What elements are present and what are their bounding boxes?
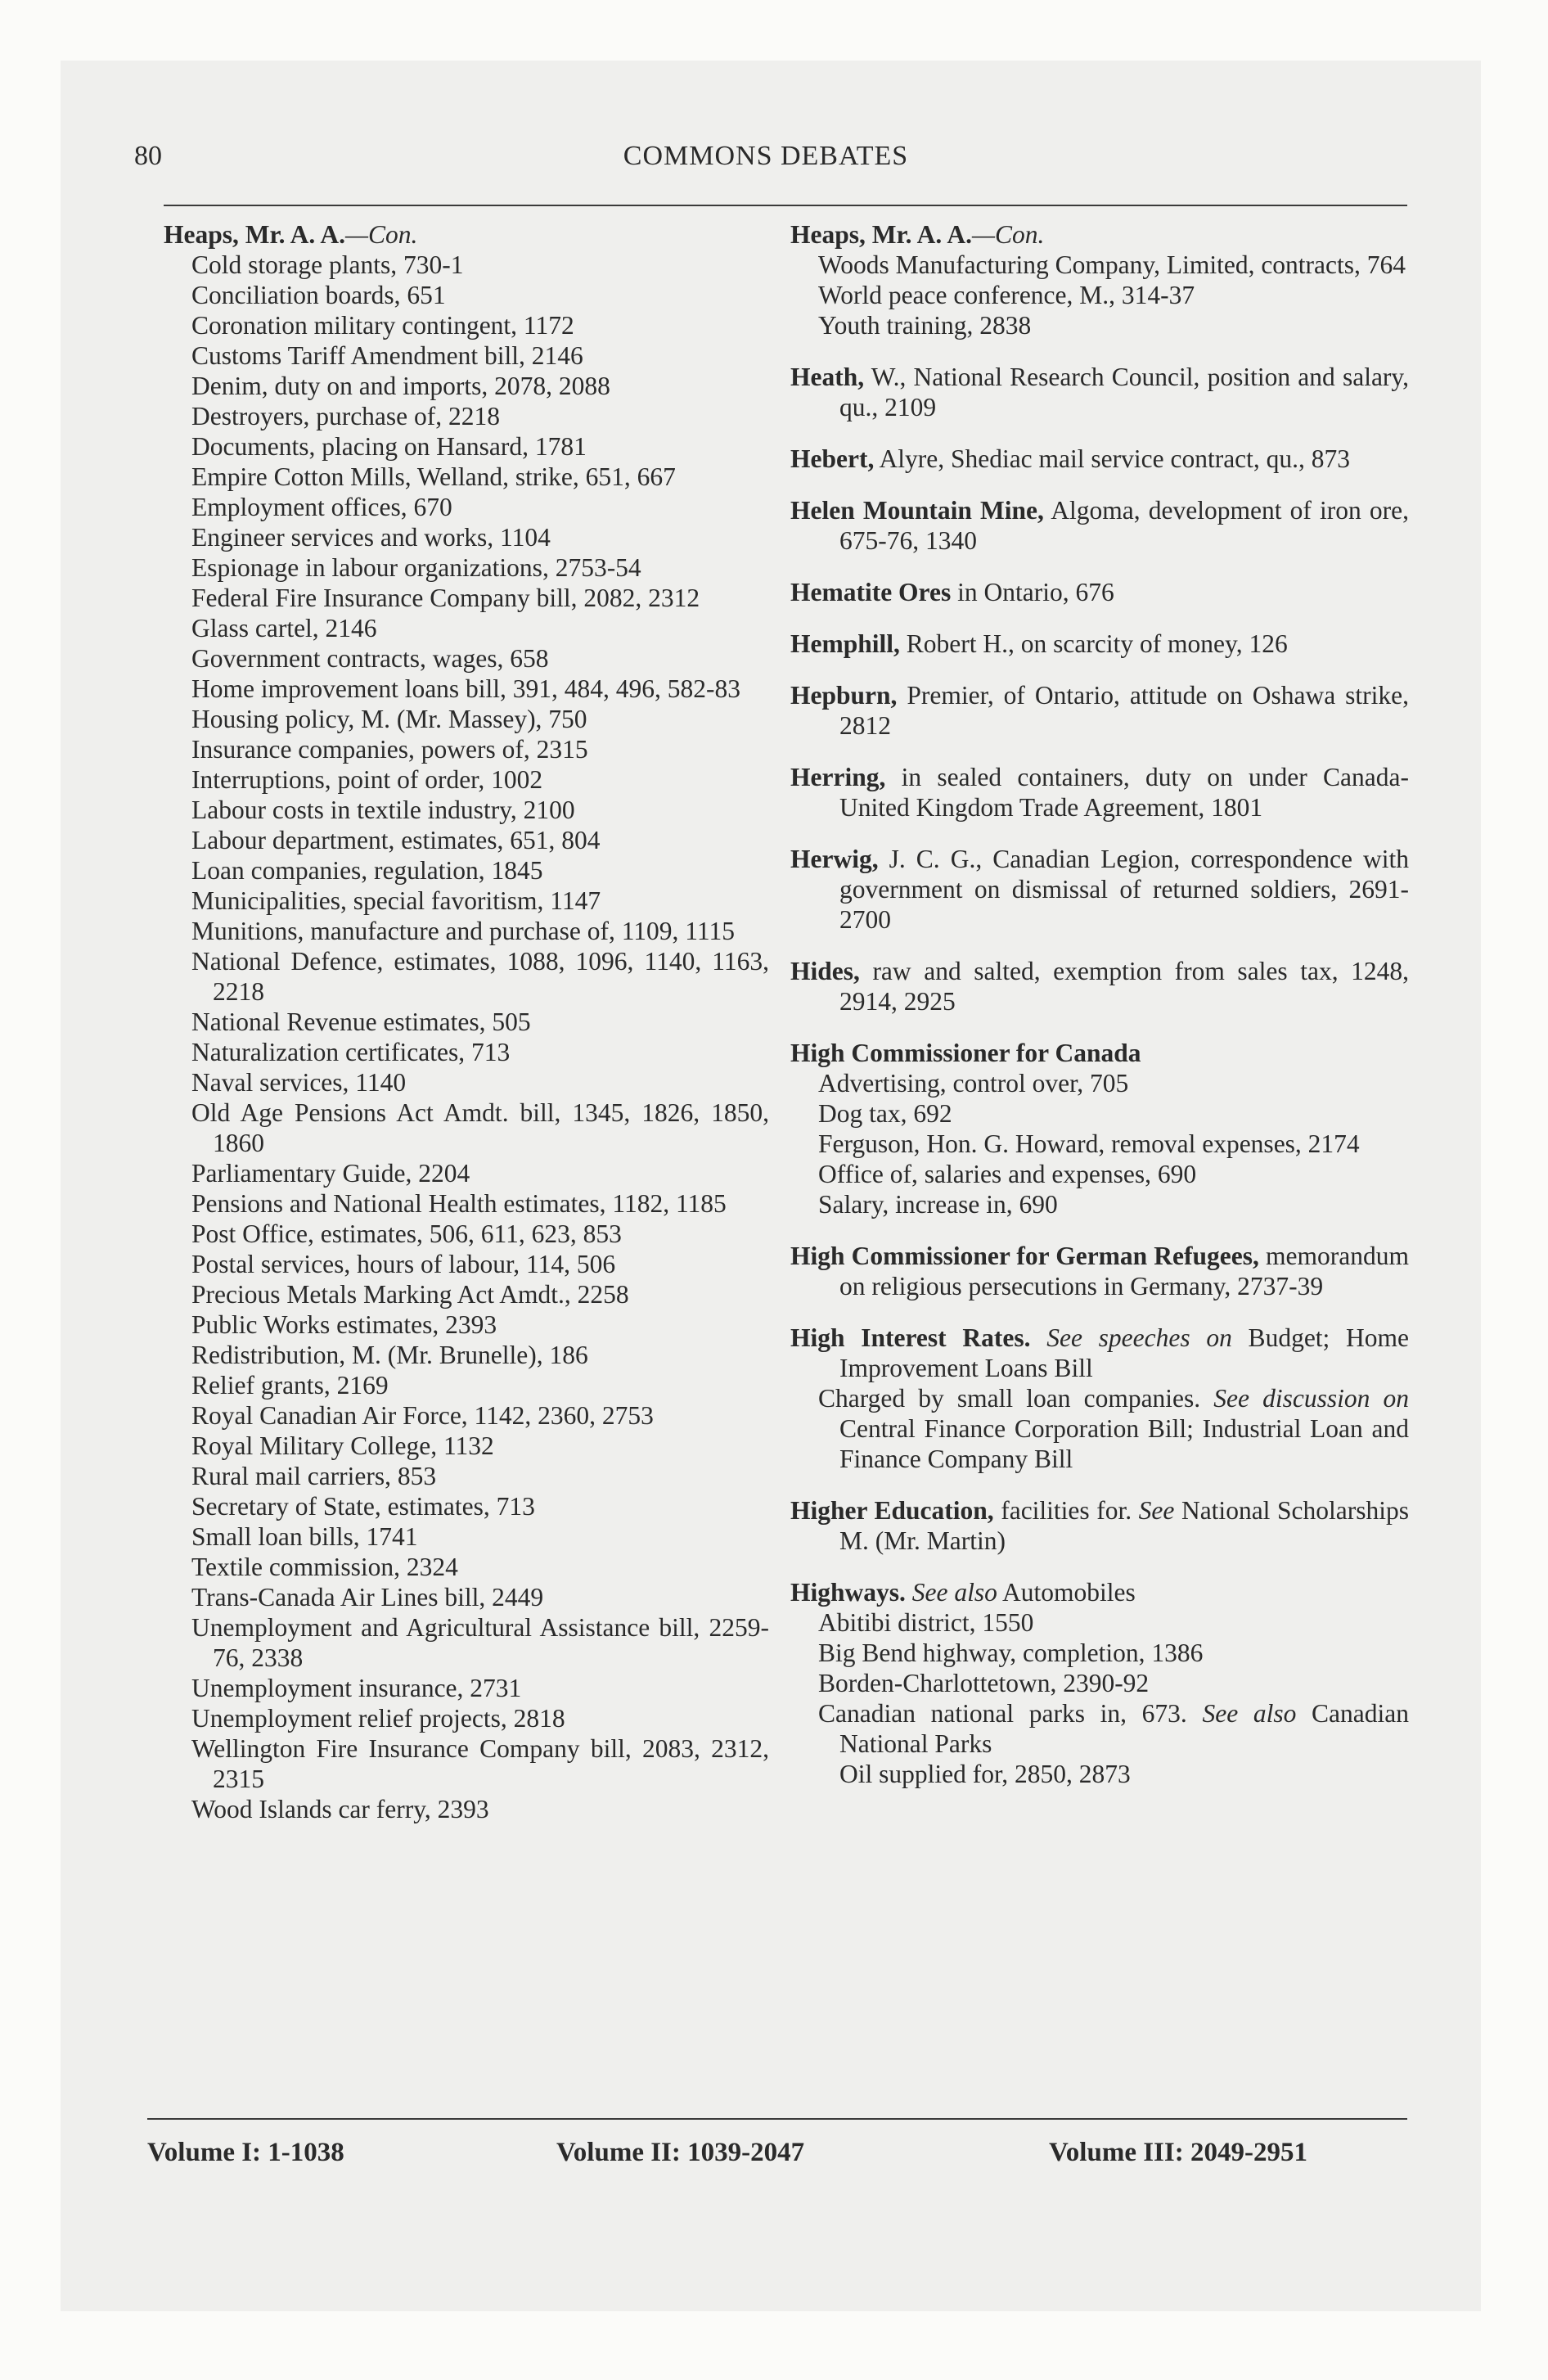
- volume-3-range: Volume III: 2049-2951: [1049, 2138, 1307, 2167]
- subentry: Housing policy, M. (Mr. Massey), 750: [191, 705, 587, 733]
- subentry: Woods Manufacturing Company, Limited, contracts, 764: [818, 250, 1406, 279]
- left-subentries: [164, 250, 769, 1824]
- subentry: Wood Islands car ferry, 2393: [191, 1795, 489, 1823]
- subentry: Redistribution, M. (Mr. Brunelle), 186: [191, 1341, 588, 1369]
- subentry: World peace conference, M., 314-37: [818, 281, 1195, 309]
- subentry: Advertising, control over, 705: [818, 1069, 1129, 1098]
- page-number: 80: [134, 141, 162, 171]
- subentry: Post Office, estimates, 506, 611, 623, 853: [191, 1219, 622, 1248]
- entry-heading: Heaps, Mr. A. A.—Con.: [790, 220, 1045, 249]
- subentry: Home improvement loans bill, 391, 484, 496, 582-83: [191, 674, 741, 703]
- subentry: Small loan bills, 1741: [191, 1522, 418, 1551]
- subentry: Precious Metals Marking Act Amdt., 2258: [191, 1280, 629, 1309]
- subentry: Labour costs in textile industry, 2100: [191, 796, 575, 824]
- subentry: Public Works estimates, 2393: [191, 1310, 497, 1339]
- subentry: Glass cartel, 2146: [191, 614, 377, 642]
- subentry: Unemployment insurance, 2731: [191, 1674, 522, 1702]
- highways-section: Highways. See also Automobiles Abitibi district, 1550 Big Bend highway, completion, 1386 Borden-Charlottetown, 2390-92 Canadian national parks in, 673. See also Canadian National Parks Oil supplied for, 2850, 2873: [790, 1578, 1409, 1788]
- subentry: Government contracts, wages, 658: [191, 644, 549, 673]
- subentry: Dog tax, 692: [818, 1099, 952, 1128]
- index-entry-german-refugees: High Commissioner for German Refugees, memorandum on religious persecutions in Germany, 2737-39: [790, 1242, 1409, 1300]
- subentry: Munitions, manufacture and purchase of, 1109, 1115: [191, 917, 735, 945]
- running-title: COMMONS DEBATES: [623, 141, 909, 171]
- page-header: [98, 74, 1433, 171]
- subentry: Insurance companies, powers of, 2315: [191, 735, 588, 764]
- subentry: Old Age Pensions Act Amdt. bill, 1345, 1826, 1850, 1860: [191, 1098, 769, 1157]
- subentry: Textile commission, 2324: [191, 1553, 458, 1581]
- subentry: Municipalities, special favoritism, 1147: [191, 886, 601, 915]
- subentry: Naturalization certificates, 713: [191, 1038, 511, 1066]
- index-entry: Helen Mountain Mine, Algoma, development of iron ore, 675-76, 1340: [790, 496, 1409, 555]
- subentry: Secretary of State, estimates, 713: [191, 1492, 535, 1521]
- subentry: Wellington Fire Insurance Company bill, 2083, 2312, 2315: [191, 1734, 769, 1793]
- subentry: Big Bend highway, completion, 1386: [818, 1639, 1204, 1667]
- subentry: Office of, salaries and expenses, 690: [818, 1160, 1197, 1188]
- subentry: Postal services, hours of labour, 114, 506: [191, 1250, 616, 1278]
- subentry: Youth training, 2838: [818, 311, 1032, 340]
- subentry: Trans-Canada Air Lines bill, 2449: [191, 1583, 544, 1611]
- subentry: Naval services, 1140: [191, 1068, 407, 1097]
- footer-rule: [147, 2118, 1407, 2120]
- subentry: Parliamentary Guide, 2204: [191, 1159, 470, 1188]
- subentry: Abitibi district, 1550: [818, 1608, 1034, 1637]
- subentry: Salary, increase in, 690: [818, 1190, 1058, 1219]
- subentry: Employment offices, 670: [191, 493, 452, 521]
- index-entry: Hemphill, Robert H., on scarcity of money, 126: [790, 629, 1288, 658]
- subentry: Pensions and National Health estimates, 1182, 1185: [191, 1189, 727, 1218]
- subentry: National Revenue estimates, 505: [191, 1007, 531, 1036]
- subentry: Interruptions, point of order, 1002: [191, 765, 543, 794]
- subentry: Labour department, estimates, 651, 804: [191, 826, 601, 854]
- index-entry-higher-education: Higher Education, facilities for. See National Scholarships M. (Mr. Martin): [790, 1496, 1409, 1555]
- subentry: Ferguson, Hon. G. Howard, removal expenses, 2174: [818, 1129, 1360, 1158]
- subentry: Cold storage plants, 730-1: [191, 250, 464, 279]
- subentry: Conciliation boards, 651: [191, 281, 446, 309]
- header-rule: [164, 205, 1407, 206]
- subentry: Denim, duty on and imports, 2078, 2088: [191, 372, 610, 400]
- subentry: Empire Cotton Mills, Welland, strike, 651, 667: [191, 462, 676, 491]
- volume-1-range: Volume I: 1-1038: [147, 2138, 344, 2167]
- left-column: [164, 219, 769, 1824]
- subentry: Relief grants, 2169: [191, 1371, 389, 1400]
- high-commissioner-section: [790, 1038, 1409, 1219]
- subentry: Unemployment and Agricultural Assistance bill, 2259-76, 2338: [191, 1613, 769, 1672]
- subentry: Royal Canadian Air Force, 1142, 2360, 2753: [191, 1401, 654, 1430]
- subentry: National Defence, estimates, 1088, 1096, 1140, 1163, 2218: [191, 947, 769, 1006]
- subentry: Customs Tariff Amendment bill, 2146: [191, 341, 583, 370]
- section-heading: High Commissioner for Canada: [790, 1039, 1141, 1067]
- subentry: Documents, placing on Hansard, 1781: [191, 432, 587, 461]
- subentry: Royal Military College, 1132: [191, 1431, 494, 1460]
- subentry: Federal Fire Insurance Company bill, 2082, 2312: [191, 584, 700, 612]
- right-column: [790, 219, 1409, 1789]
- subentry: Rural mail carriers, 853: [191, 1462, 437, 1490]
- entry-heading: Heaps, Mr. A. A.—Con.: [164, 220, 418, 249]
- index-entry: Hides, raw and salted, exemption from sales tax, 1248, 2914, 2925: [790, 957, 1409, 1016]
- index-entry: Herring, in sealed containers, duty on under Canada-United Kingdom Trade Agreement, 1801: [790, 763, 1409, 822]
- right-subentries: [790, 250, 1409, 340]
- subentry: Engineer services and works, 1104: [191, 523, 551, 552]
- subentry: Borden-Charlottetown, 2390-92: [818, 1669, 1150, 1697]
- subentry: Coronation military contingent, 1172: [191, 311, 574, 340]
- high-interest-rates-section: High Interest Rates. See speeches on Budget; Home Improvement Loans Bill Charged by small loan companies. See discussion on Central Finance Corporation Bill; Industrial Loan and Finance Company Bill: [790, 1323, 1410, 1473]
- index-entry: Heath, W., National Research Council, position and salary, qu., 2109: [790, 363, 1409, 421]
- right-entries: [790, 362, 1409, 1016]
- subentry: Loan companies, regulation, 1845: [191, 856, 543, 885]
- subentry: Unemployment relief projects, 2818: [191, 1704, 565, 1733]
- subentry: Espionage in labour organizations, 2753-54: [191, 553, 641, 582]
- index-entry: Herwig, J. C. G., Canadian Legion, correspondence with government on dismissal of returned soldiers, 2691-2700: [790, 845, 1409, 934]
- subentry: Destroyers, purchase of, 2218: [191, 402, 501, 430]
- index-entry: Hematite Ores in Ontario, 676: [790, 578, 1114, 606]
- index-entry: Hebert, Alyre, Shediac mail service contract, qu., 873: [790, 444, 1351, 473]
- volume-2-range: Volume II: 1039-2047: [556, 2138, 805, 2167]
- index-entry: Hepburn, Premier, of Ontario, attitude on Oshawa strike, 2812: [790, 681, 1409, 740]
